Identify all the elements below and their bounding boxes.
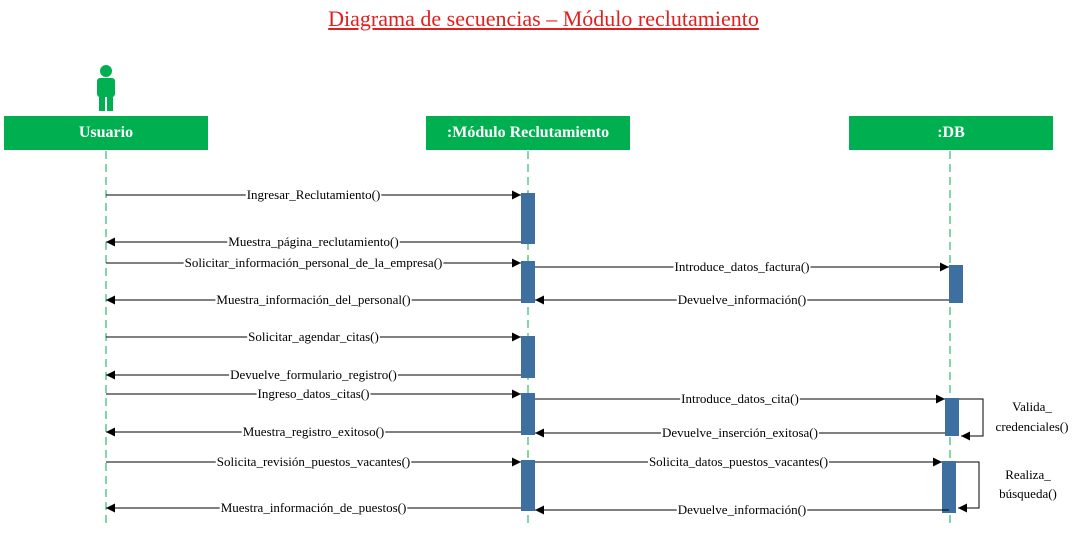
self-call-arrow [959, 399, 983, 436]
activation-bar [945, 398, 959, 436]
participant-label: :DB [937, 124, 965, 141]
message-label: Solicitar_agendar_citas() [248, 329, 379, 344]
message-label: Introduce_datos_factura() [674, 259, 810, 274]
message-10 [106, 424, 521, 439]
message-label: Muestra_página_reclutamiento() [228, 234, 399, 249]
message-2 [106, 255, 521, 270]
message-label: Solicita_datos_puestos_vacantes() [648, 454, 829, 469]
self-call-label-line1: Valida_ [1012, 399, 1052, 414]
activation-bar [521, 336, 535, 378]
message-label: Muestra_información_del_personal() [216, 292, 411, 307]
self-call-label-line2: búsqueda() [999, 486, 1057, 501]
message-15 [535, 502, 949, 517]
message-9 [535, 391, 945, 406]
message-label: Devuelve_inserción_exitosa() [662, 425, 818, 440]
participant-label: :Módulo Reclutamiento [446, 124, 610, 141]
self-call-0 [959, 399, 1068, 436]
activation-bar [521, 193, 535, 244]
activation-bar [521, 393, 535, 435]
message-11 [535, 425, 945, 440]
message-label: Muestra_registro_exitoso() [242, 424, 385, 439]
message-1 [106, 234, 521, 249]
activation-bar [949, 265, 963, 303]
activation-bar [942, 461, 956, 513]
message-label: Introduce_datos_cita() [681, 391, 799, 406]
message-3 [535, 259, 949, 274]
message-4 [106, 292, 521, 307]
self-call-1 [956, 462, 1057, 508]
message-13 [535, 454, 942, 469]
activation-bar [521, 460, 535, 511]
message-5 [535, 292, 949, 307]
self-call-label-line1: Realiza_ [1005, 467, 1051, 482]
message-label: Devuelve_información() [677, 292, 807, 307]
message-14 [106, 500, 521, 515]
participant-label: Usuario [78, 124, 134, 141]
message-label: Ingreso_datos_citas() [257, 386, 370, 401]
message-label: Solicita_revisión_puestos_vacantes() [216, 454, 411, 469]
self-call-arrow [956, 462, 979, 508]
message-label: Devuelve_información() [677, 502, 807, 517]
message-8 [106, 386, 521, 401]
self-call-label-line2: credenciales() [995, 419, 1069, 434]
activation-bar [521, 261, 535, 303]
message-label: Devuelve_formulario_registro() [230, 367, 397, 382]
message-0 [106, 187, 521, 202]
message-label: Solicitar_información_personal_de_la_empresa() [184, 255, 443, 270]
message-6 [106, 329, 521, 344]
message-12 [106, 454, 521, 469]
message-7 [106, 367, 521, 382]
diagram-title: Diagrama de secuencias – Módulo reclutamiento [328, 6, 759, 31]
message-label: Ingresar_Reclutamiento() [246, 187, 381, 202]
message-label: Muestra_información_de_puestos() [220, 500, 407, 515]
